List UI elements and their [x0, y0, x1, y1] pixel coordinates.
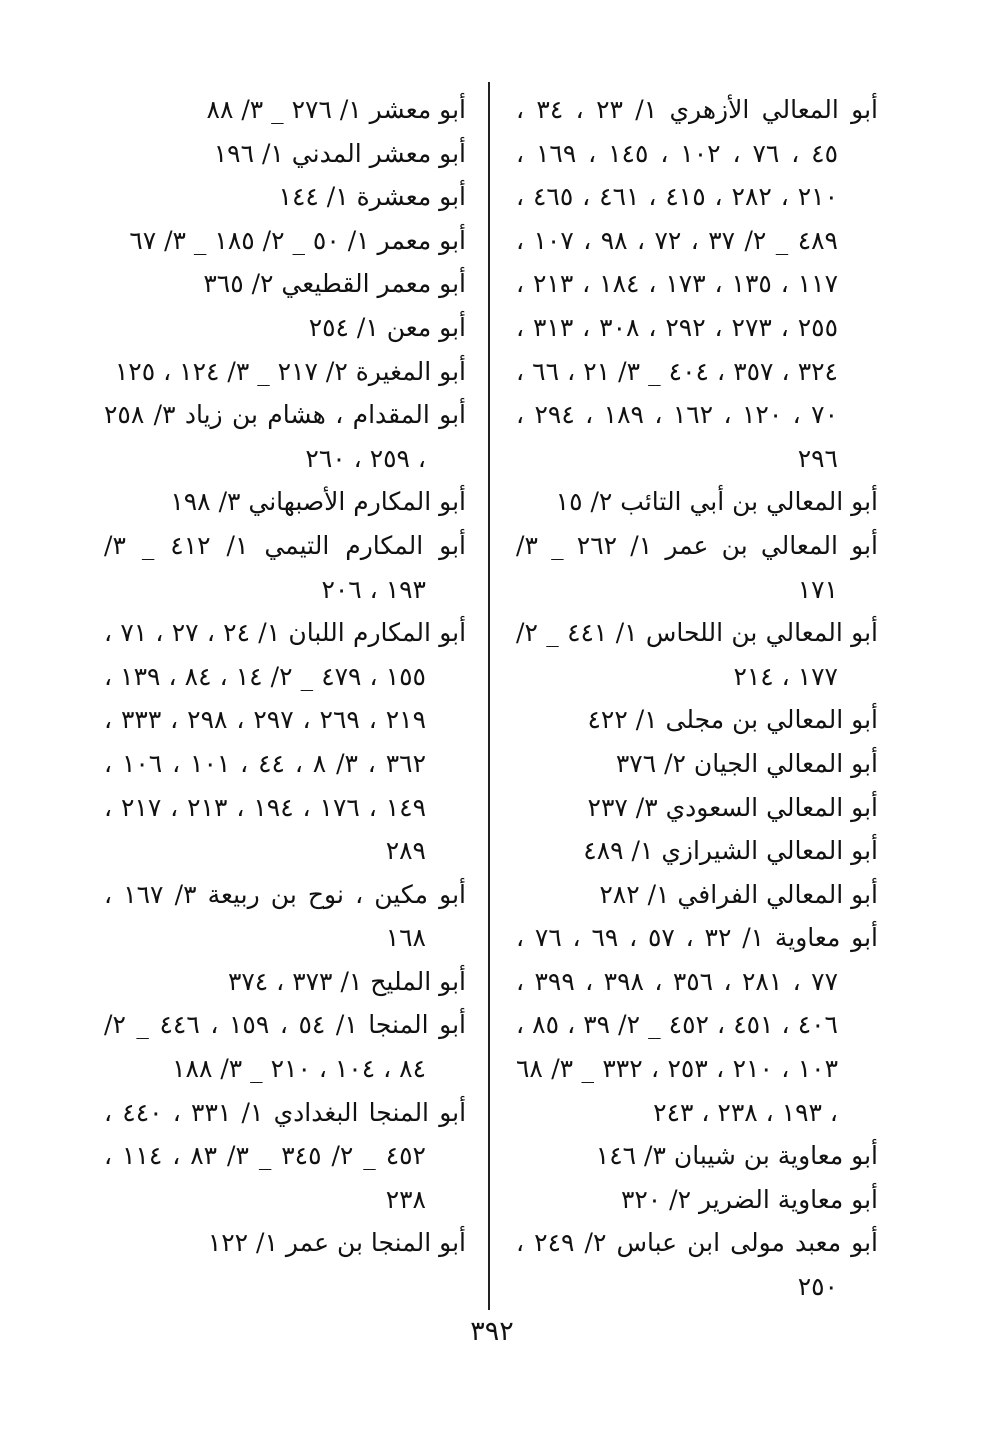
index-entry: أبو المعالي الفرافي ١/ ٢٨٢	[599, 879, 878, 909]
index-entry: أبو المعالي بن عمر ١/ ٢٦٢ _ ٣/ ١٧١	[516, 530, 878, 604]
index-entry: أبو معشرة ١/ ١٤٤	[278, 182, 466, 212]
index-entry: أبو المكارم الأصبهاني ٣/ ١٩٨	[170, 487, 466, 517]
index-entry: أبو معشر المدني ١/ ١٩٦	[213, 138, 466, 168]
index-entry: أبو معاوية ١/ ٣٢ ، ٥٧ ، ٦٩ ، ٧٦ ، ٧٧ ، ٢٨١ ، ٣٥٦ ، ٣٩٨ ، ٣٩٩ ، ٤٠٦ ، ٤٥١ ، ٤٥٢ _ ٢/ ٣٩ ، ٨٥ ، ١٠٣ ، ٢١٠ ، ٢٥٣ ، ٣٣٢ _ ٣/ ٦٨ ، ١٩٣ ، ٢٣٨ ، ٢٤٣	[516, 923, 878, 1127]
index-entry: أبو معن ١/ ٢٥٤	[308, 312, 466, 342]
index-entry: أبو المليح ١/ ٣٧٣ ، ٣٧٤	[227, 966, 466, 996]
page-number: ٣٩٢	[470, 1316, 514, 1347]
index-entry: أبو المعالي الأزهري ١/ ٢٣ ، ٣٤ ، ٤٥ ، ٧٦ ، ١٠٢ ، ١٤٥ ، ١٦٩ ، ٢١٠ ، ٢٨٢ ، ٤١٥ ، ٤٦١ ، ٤٦٥ ، ٤٨٩ _ ٢/ ٣٧ ، ٧٢ ، ٩٨ ، ١٠٧ ، ١١٧ ، ١٣٥ ، ١٧٣ ، ١٨٤ ، ٢١٣ ، ٢٥٥ ، ٢٧٣ ، ٢٩٢ ، ٣٠٨ ، ٣١٣ ، ٣٢٤ ، ٣٥٧ ، ٤٠٤ _ ٣/ ٢١ ، ٦٦ ، ٧٠ ، ١٢٠ ، ١٦٢ ، ١٨٩ ، ٢٩٤ ، ٢٩٦	[516, 95, 878, 473]
index-entry: أبو مكين ، نوح بن ربيعة ٣/ ١٦٧ ، ١٦٨	[104, 879, 466, 953]
index-entry: أبو المكارم التيمي ١/ ٤١٢ _ ٣/ ١٩٣ ، ٢٠٦	[104, 530, 466, 604]
index-entry: أبو معمر ١/ ٥٠ _ ٢/ ١٨٥ _ ٣/ ٦٧	[129, 225, 466, 255]
index-entry: أبو المعالي بن مجلى ١/ ٤٢٢	[587, 705, 878, 735]
index-column-left	[104, 88, 466, 1265]
index-entry: أبو معبد مولى ابن عباس ٢/ ٢٤٩ ، ٢٥٠	[516, 1228, 878, 1302]
column-divider	[488, 82, 490, 1310]
index-entry: أبو المعالي الجيان ٢/ ٣٧٦	[615, 748, 878, 778]
index-column-right	[516, 88, 878, 1309]
index-entry: أبو المعالي بن اللحاس ١/ ٤٤١ _ ٢/ ١٧٧ ، ٢١٤	[516, 618, 878, 691]
index-entry: أبو المنجا بن عمر ١/ ١٢٢	[207, 1228, 466, 1258]
index-entry: أبو معشر ١/ ٢٧٦ _ ٣/ ٨٨	[206, 95, 466, 124]
index-entry: أبو المعالي بن أبي التائب ٢/ ١٥	[555, 487, 878, 517]
index-entry: أبو معاوية الضرير ٢/ ٣٢٠	[620, 1184, 878, 1214]
index-entry: أبو المعالي السعودي ٣/ ٢٣٧	[587, 792, 878, 822]
index-entry: أبو معاوية بن شيبان ٣/ ١٤٦	[595, 1141, 878, 1171]
index-entry: أبو المقدام ، هشام بن زياد ٣/ ٢٥٨ ، ٢٥٩ ، ٢٦٠	[104, 400, 466, 473]
index-entry: أبو المغيرة ٢/ ٢١٧ _ ٣/ ١٢٤ ، ١٢٥	[114, 356, 466, 386]
index-entry: أبو المنجا البغدادي ١/ ٣٣١ ، ٤٤٠ ، ٤٥٢ _ ٢/ ٣٤٥ _ ٣/ ٨٣ ، ١١٤ ، ٢٣٨	[104, 1097, 467, 1214]
index-entry: أبو معمر القطيعي ٢/ ٣٦٥	[203, 269, 466, 299]
index-entry: أبو المعالي الشيرازي ١/ ٤٨٩	[583, 836, 878, 866]
index-entry: أبو المنجا ١/ ٥٤ ، ١٥٩ ، ٤٤٦ _ ٢/ ٨٤ ، ١٠٤ ، ٢١٠ _ ٣/ ١٨٨	[104, 1010, 466, 1084]
index-entry: أبو المكارم اللبان ١/ ٢٤ ، ٢٧ ، ٧١ ، ١٥٥ ، ٤٧٩ _ ٢/ ١٤ ، ٨٤ ، ١٣٩ ، ٢١٩ ، ٢٦٩ ، ٢٩٧ ، ٢٩٨ ، ٣٣٣ ، ٣٦٢ ، ٣/ ٨ ، ٤٤ ، ١٠١ ، ١٠٦ ، ١٤٩ ، ١٧٦ ، ١٩٤ ، ٢١٣ ، ٢١٧ ، ٢٨٩	[104, 618, 467, 866]
